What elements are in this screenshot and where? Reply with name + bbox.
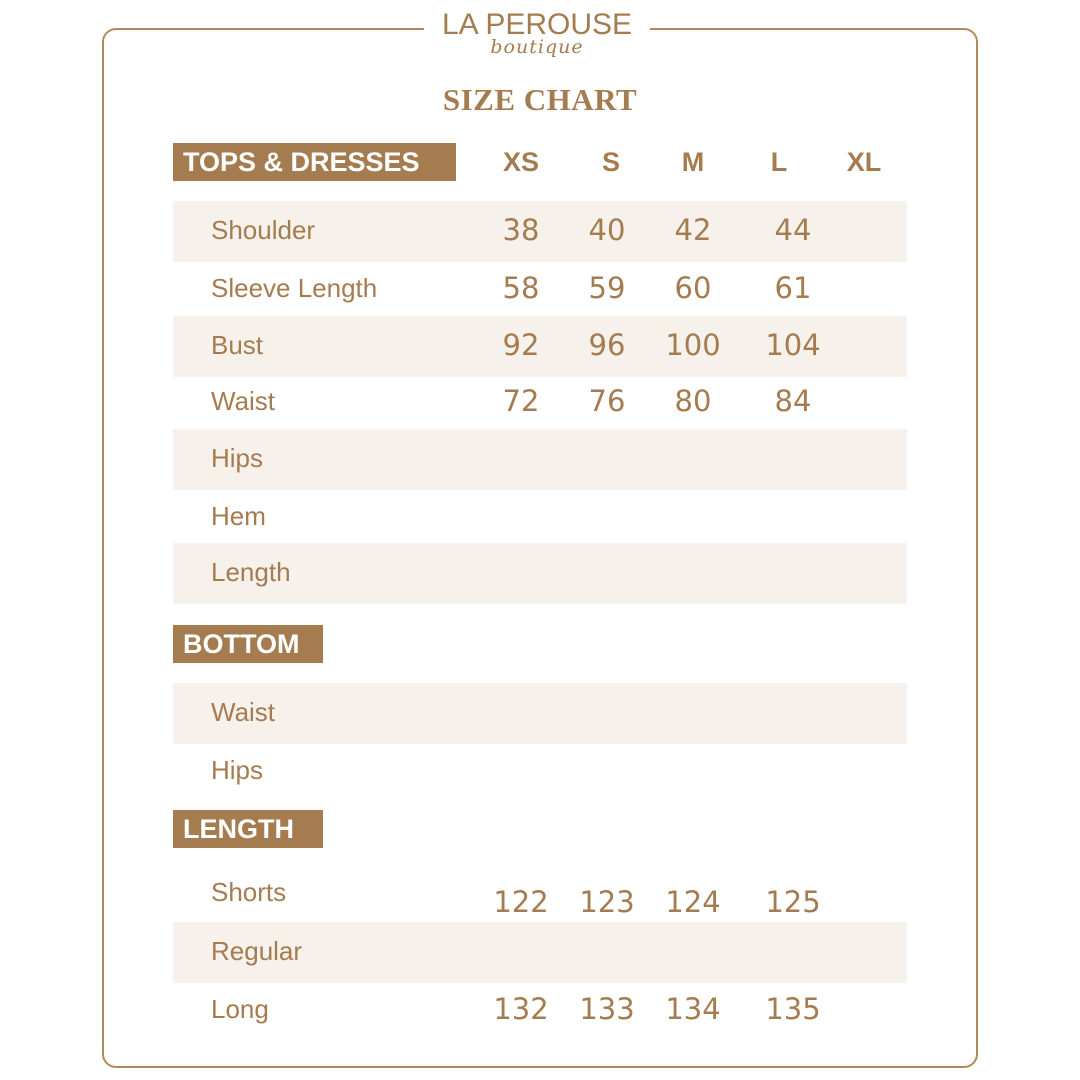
cell-m: 134 xyxy=(665,992,721,1026)
cell-s: 123 xyxy=(579,885,635,919)
cell-l: 84 xyxy=(774,384,812,418)
row-label: Hips xyxy=(211,443,264,473)
cell-m: 42 xyxy=(674,213,712,247)
cell-l: 104 xyxy=(765,328,821,362)
size-header-xl: XL xyxy=(846,147,882,177)
cell-m: 60 xyxy=(674,271,712,305)
brand-logo-subtitle: boutique xyxy=(490,36,584,58)
row-label: Shoulder xyxy=(211,215,316,245)
table-row xyxy=(173,683,907,744)
cell-xs: 58 xyxy=(502,271,540,305)
table-row xyxy=(173,741,907,802)
table-row xyxy=(173,865,907,926)
section-label-bottom: BOTTOM xyxy=(173,625,323,663)
table-row xyxy=(173,259,907,320)
cell-s: 76 xyxy=(588,384,626,418)
cell-s: 96 xyxy=(588,328,626,362)
size-header-l: L xyxy=(770,147,788,177)
row-label: Hips xyxy=(211,755,264,785)
row-label: Waist xyxy=(211,386,276,416)
cell-xs: 122 xyxy=(493,885,549,919)
cell-xs: 92 xyxy=(502,328,540,362)
brand-logo-name: LA PEROUSE xyxy=(441,8,633,41)
cell-m: 80 xyxy=(674,384,712,418)
cell-m: 124 xyxy=(665,885,721,919)
table-row xyxy=(173,316,907,377)
cell-l: 125 xyxy=(765,885,821,919)
size-header-s: S xyxy=(601,147,620,177)
row-label: Regular xyxy=(211,936,303,966)
cell-s: 59 xyxy=(588,271,626,305)
cell-s: 40 xyxy=(588,213,626,247)
row-label: Length xyxy=(211,557,291,587)
cell-xs: 72 xyxy=(502,384,540,418)
table-row xyxy=(173,922,907,983)
cell-s: 133 xyxy=(579,992,635,1026)
table-row xyxy=(173,543,907,604)
cell-xs: 38 xyxy=(502,213,540,247)
section-label-tops: TOPS & DRESSES xyxy=(173,143,456,181)
cell-xs: 132 xyxy=(493,992,549,1026)
row-label: Long xyxy=(211,994,269,1024)
table-row xyxy=(173,429,907,490)
cell-l: 44 xyxy=(774,213,812,247)
cell-m: 100 xyxy=(665,328,721,362)
table-row xyxy=(173,487,907,548)
table-row xyxy=(173,372,907,433)
section-label-length: LENGTH xyxy=(173,810,323,848)
cell-l: 61 xyxy=(774,271,812,305)
row-label: Sleeve Length xyxy=(211,273,378,303)
table-row xyxy=(173,980,907,1041)
size-header-m: M xyxy=(681,147,705,177)
table-row xyxy=(173,201,907,262)
row-label: Hem xyxy=(211,501,266,531)
row-label: Shorts xyxy=(211,877,287,907)
row-label: Bust xyxy=(211,330,264,360)
row-label: Waist xyxy=(211,697,276,727)
page-title: SIZE CHART xyxy=(442,82,638,117)
cell-l: 135 xyxy=(765,992,821,1026)
size-header-xs: XS xyxy=(502,147,540,177)
